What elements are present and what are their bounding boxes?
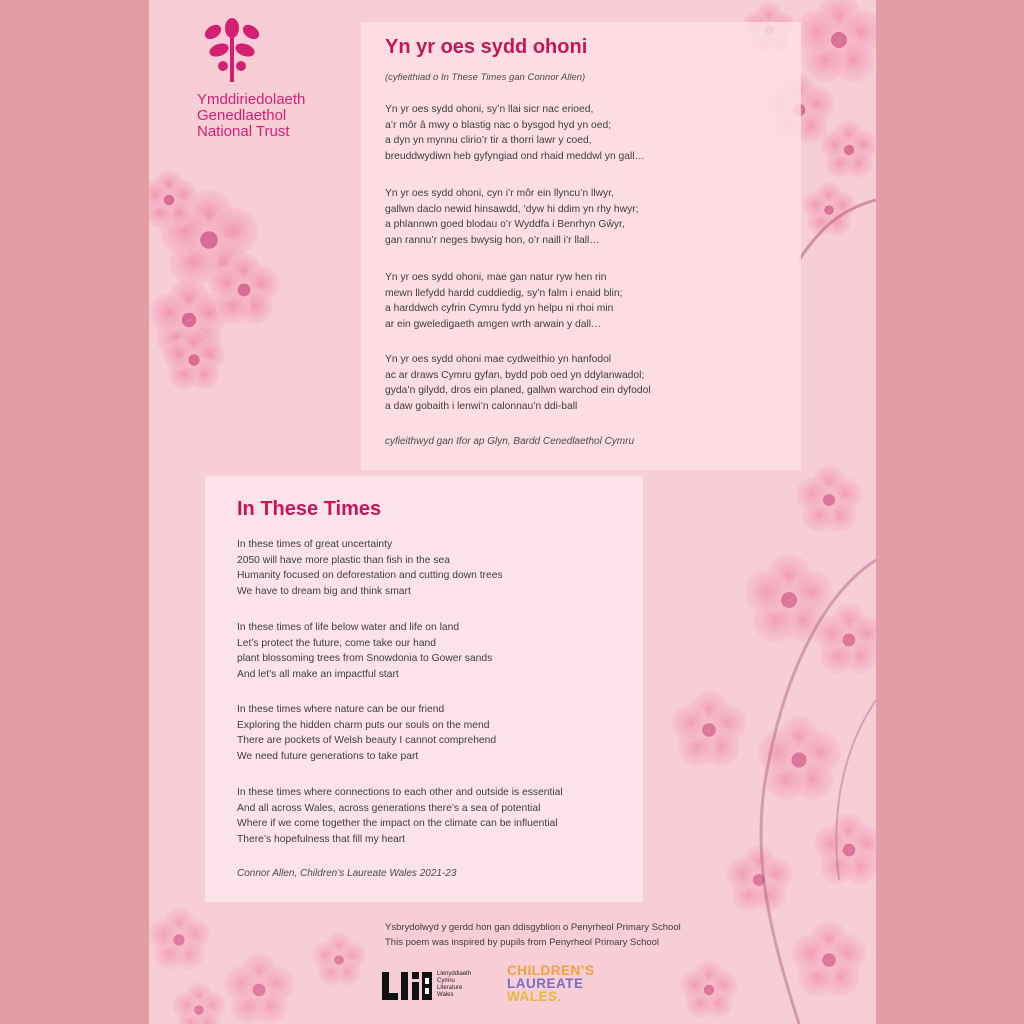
poem-line: gan rannu’r neges bwysig hon, o’r naill i’r llall… xyxy=(385,234,600,246)
poem-line: In these times of life below water and life on land xyxy=(237,622,460,633)
logo-line: Genedlaethol xyxy=(197,107,287,124)
english-poem-credit: Connor Allen, Children’s Laureate Wales 2021-23 xyxy=(237,868,457,879)
logo-line: National Trust xyxy=(197,123,290,140)
poem-line: Yn yr oes sydd ohoni, cyn i’r môr ein llyncu’n llwyr, xyxy=(385,188,614,199)
poem-line: 2050 will have more plastic than fish in the sea xyxy=(237,554,450,566)
literature-wales-logo xyxy=(382,968,471,1002)
poem-line: a dyn yn mynnu clirio’r tir a thorri lawr y coed, xyxy=(385,135,592,146)
poem-line: Yn yr oes sydd ohoni, sy’n llai sicr nac erioed, xyxy=(385,104,594,115)
poem-line: breuddwydiwn heb gyfyngiad ond rhaid meddwl yn gall… xyxy=(385,150,645,162)
inspiration-note xyxy=(385,920,681,950)
poem-line: gyda’n gilydd, dros ein planed, gallwn warchod ein dyfodol xyxy=(385,385,651,396)
poem-line: Yn yr oes sydd ohoni mae cydweithio yn hanfodol xyxy=(385,354,612,365)
stanza xyxy=(237,620,492,682)
welsh-poem-title: Yn yr oes sydd ohoni xyxy=(385,36,588,58)
stanza xyxy=(237,537,503,599)
lw-line: Cymru xyxy=(437,978,455,984)
poem-line: Exploring the hidden charm puts our souls on the mend xyxy=(237,719,490,731)
national-trust-logo xyxy=(197,18,357,140)
clw-line: LAUREATE xyxy=(507,976,584,991)
poem-line: And let’s all make an impactful start xyxy=(237,668,399,680)
english-poem-title: In These Times xyxy=(237,498,382,520)
lw-line: Wales xyxy=(437,992,454,998)
poem-line: gallwn daclo newid hinsawdd, ’dyw hi ddim yn rhy hwyr; xyxy=(385,203,639,215)
poem-line: plant blossoming trees from Snowdonia to Gower sands xyxy=(237,653,493,664)
poster xyxy=(149,0,876,1024)
poem-line: a harddwch cyfrin Cymru fydd yn helpu ni rhoi min xyxy=(385,303,614,314)
lw-line: Llenyddiaeth xyxy=(437,971,472,977)
welsh-poem-subtitle: (cyfieithiad o In These Times gan Connor Allen) xyxy=(385,72,586,83)
welsh-poem-panel xyxy=(361,22,801,470)
logo-line: Ymddiriedolaeth xyxy=(197,91,306,108)
clw-line: WALES. xyxy=(507,989,562,1004)
childrens-laureate-wales-logo xyxy=(507,964,595,1003)
poem-line: We need future generations to take part xyxy=(237,750,419,762)
poem-line: a phlannwn goed blodau o’r Wyddfa i Benrhyn Gŵyr, xyxy=(385,219,625,230)
stanza xyxy=(237,702,496,764)
literature-wales-text xyxy=(437,971,471,999)
poem-line: Humanity focused on deforestation and cutting down trees xyxy=(237,570,503,581)
poem-line: a’r môr â mwy o blastig nac o bysgod hyd yn oed; xyxy=(385,119,612,131)
inspiration-english: This poem was inspired by pupils from Penyrheol Primary School xyxy=(385,937,660,948)
stanza xyxy=(385,352,651,414)
stanza xyxy=(385,102,645,164)
poem-line: Yn yr oes sydd ohoni, mae gan natur ryw hen rin xyxy=(385,272,607,283)
stanza xyxy=(385,186,639,248)
poem-line: In these times where nature can be our friend xyxy=(237,704,445,715)
poem-line: Where if we come together the impact on the climate can be influential xyxy=(237,818,558,829)
english-poem-panel xyxy=(205,476,643,902)
poem-line: ar ein gweledigaeth amgen wrth arwain y dall… xyxy=(385,318,602,330)
clw-line: CHILDREN’S xyxy=(507,963,595,978)
poem-line: In these times of great uncertainty xyxy=(237,539,393,550)
poem-line: a daw gobaith i lenwi’n calonnau’n ddi-ball xyxy=(385,400,578,412)
poem-line: And all across Wales, across generations there’s a sea of potential xyxy=(237,802,541,814)
stanza xyxy=(237,785,563,847)
poem-line: mewn llefydd hardd cuddiedig, sy’n falm i enaid blin; xyxy=(385,287,623,299)
poem-line: In these times where connections to each other and outside is essential xyxy=(237,787,563,798)
poem-line: There’s hopefulness that fill my heart xyxy=(237,833,406,845)
logo-text xyxy=(197,92,357,140)
literature-wales-mark-icon xyxy=(382,968,432,1002)
inspiration-welsh: Ysbrydolwyd y gerdd hon gan ddisgyblion o Penyrheol Primary School xyxy=(385,922,681,933)
poem-line: We have to dream big and think smart xyxy=(237,585,411,597)
poem-line: Let’s protect the future, come take our hand xyxy=(237,637,437,649)
welsh-poem-credit: cyfieithwyd gan Ifor ap Glyn, Bardd Cenedlaethol Cymru xyxy=(385,436,635,447)
poem-line: There are pockets of Welsh beauty I cannot comprehend xyxy=(237,735,497,746)
oak-leaf-sprig-icon xyxy=(199,18,265,84)
lw-line: Literature xyxy=(437,985,463,991)
poem-line: ac ar draws Cymru gyfan, bydd pob oed yn ddylanwadol; xyxy=(385,369,645,381)
stanza xyxy=(385,270,623,332)
